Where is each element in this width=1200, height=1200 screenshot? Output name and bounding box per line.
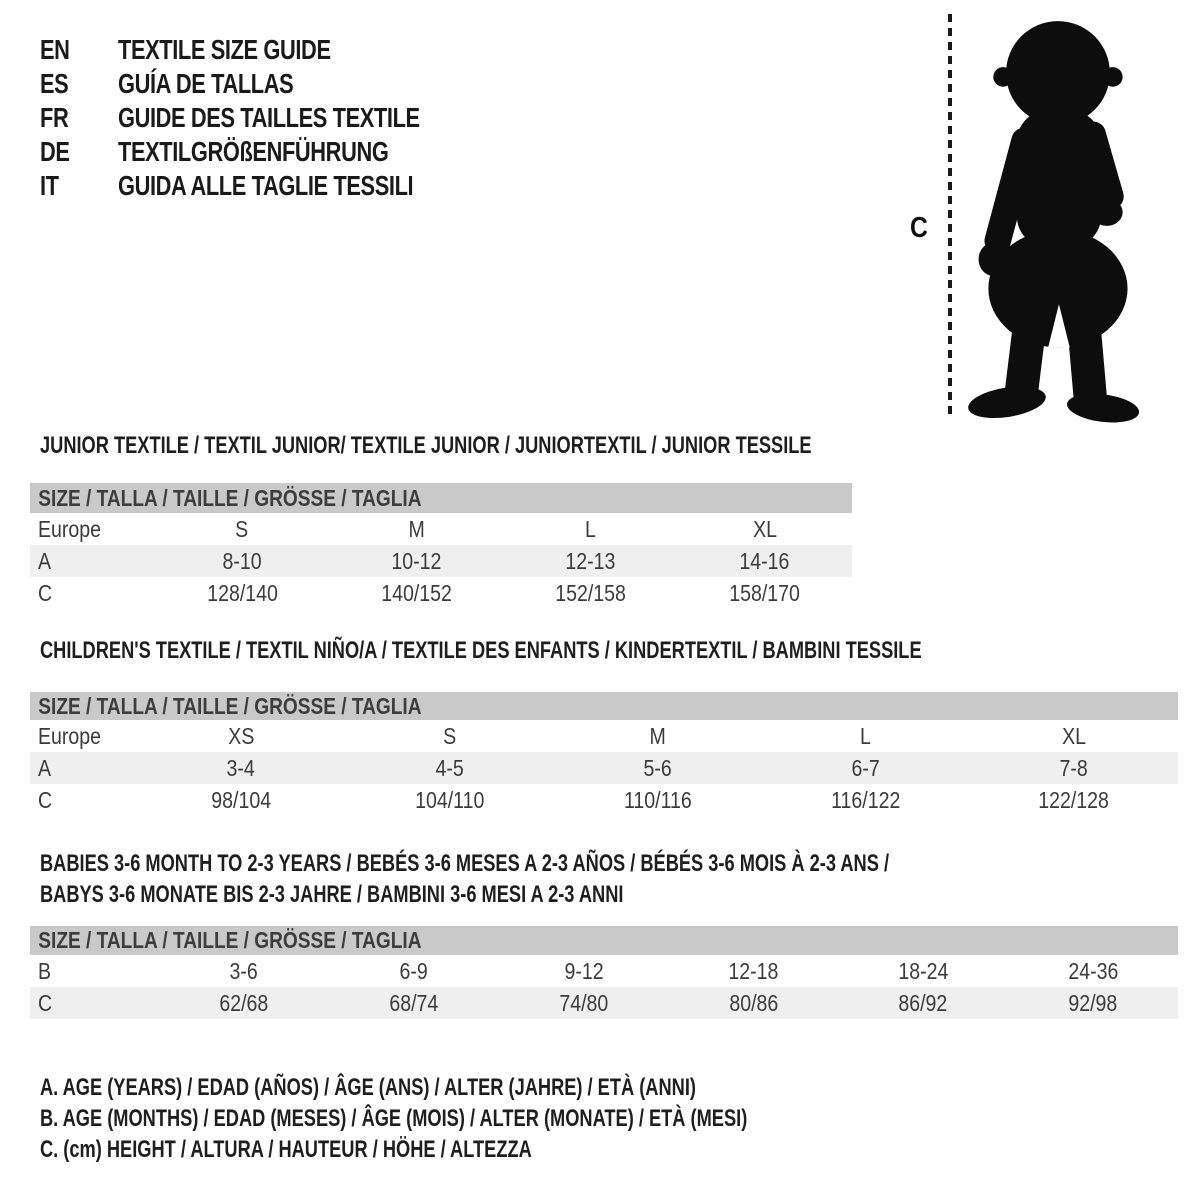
table-row [30,784,1178,816]
toddler-silhouette-icon [958,12,1154,430]
size-cell: M [649,722,666,749]
size-cell: 6-9 [399,957,428,984]
size-cell: 68/74 [389,989,439,1016]
language-row [40,135,420,169]
table-row [30,987,1178,1019]
size-cell: 6-7 [851,754,880,781]
size-cell: 3-6 [229,957,259,984]
size-cell: S [442,722,456,749]
size-cell: S [235,515,249,542]
language-row [40,67,420,101]
children-section-title: CHILDREN'S TEXTILE / TEXTIL NIÑO/A / TEXTILE DES ENFANTS / KINDERTEXTIL / BAMBINI TESSILE [40,637,922,664]
table-row [30,545,852,577]
legend [40,1072,971,1165]
babies-size-table [30,955,1178,1019]
legend-line [40,1072,971,1103]
children-size-table [30,720,1178,816]
size-cell: M [408,515,425,542]
size-cell: 4-5 [435,754,464,781]
size-cell: 98/104 [211,786,271,813]
legend-age-years: A. AGE (YEARS) / EDAD (AÑOS) / ÂGE (ANS) / ALTER (JAHRE) / ETÀ (ANNI) [40,1073,696,1101]
size-cell: 3-4 [226,754,256,781]
size-cell: 122/128 [1038,786,1110,813]
size-cell: 140/152 [381,579,452,606]
legend-line [40,1103,971,1134]
size-cell: 152/158 [555,579,626,606]
size-cell: L [585,515,597,542]
language-code: ES [40,68,69,99]
language-title-block [40,33,527,203]
language-row [40,33,420,67]
size-cell: 10-12 [391,547,442,574]
size-cell: XL [752,515,777,542]
size-cell: 158/170 [729,579,801,606]
table-row [30,720,1178,752]
size-cell: 86/92 [898,989,948,1016]
table-row [30,752,1178,784]
babies-size-header-bar [30,926,1178,955]
children-size-header-bar [30,692,1178,720]
junior-size-table [30,513,852,609]
size-cell: 9-12 [564,957,604,984]
size-bar-label: SIZE / TALLA / TAILLE / GRÖSSE / TAGLIA [38,692,422,719]
junior-size-header-bar [30,483,852,513]
row-label: B [38,957,52,984]
row-label: A [38,547,52,574]
size-cell: XL [1061,722,1086,749]
row-label: Europe [38,515,102,542]
size-cell: 110/116 [623,786,692,813]
row-label: A [38,754,52,781]
table-row [30,513,852,545]
legend-age-months: B. AGE (MONTHS) / EDAD (MESES) / ÂGE (MOIS) / ALTER (MONATE) / ETÀ (MESI) [40,1104,748,1132]
language-code: DE [40,136,70,167]
size-cell: 74/80 [559,989,609,1016]
table-row [30,955,1178,987]
size-cell: 128/140 [206,579,278,606]
size-cell: 12-13 [565,547,616,574]
guide-title: GUIDE DES TAILLES TEXTILE [118,102,420,133]
row-label: C [38,989,53,1016]
legend-height-cm: C. (cm) HEIGHT / ALTURA / HAUTEUR / HÖHE / ALTEZZA [40,1135,532,1163]
size-cell: 18-24 [898,957,949,984]
height-measure-dashed-line [948,14,952,416]
row-label: C [38,579,53,606]
junior-section-title: JUNIOR TEXTILE / TEXTIL JUNIOR/ TEXTILE JUNIOR / JUNIORTEXTIL / JUNIOR TESSILE [40,432,812,459]
size-cell: 8-10 [222,547,262,574]
row-label: Europe [38,722,102,749]
language-row [40,101,420,135]
language-code: FR [40,102,69,133]
size-bar-label: SIZE / TALLA / TAILLE / GRÖSSE / TAGLIA [38,927,422,953]
size-bar-label: SIZE / TALLA / TAILLE / GRÖSSE / TAGLIA [38,484,422,511]
guide-title: GUÍA DE TALLAS [118,68,294,99]
legend-line [40,1134,971,1165]
row-label: C [38,786,53,813]
size-cell: 5-6 [643,754,672,781]
size-cell: 116/122 [831,786,901,813]
size-cell: XS [228,722,255,749]
guide-title: GUIDA ALLE TAGLIE TESSILI [118,170,414,201]
language-code: IT [40,170,59,201]
size-cell: 104/110 [414,786,484,813]
size-cell: 92/98 [1068,989,1118,1016]
size-cell: 24-36 [1068,957,1119,984]
size-cell: 14-16 [739,547,790,574]
size-cell: 80/86 [728,989,778,1016]
size-cell: 7-8 [1059,754,1089,781]
language-code: EN [40,34,70,65]
babies-section-title-line1: BABIES 3-6 MONTH TO 2-3 YEARS / BEBÉS 3-6 MESES A 2-3 AÑOS / BÉBÉS 3-6 MOIS À 2-3 ANS / [40,850,890,877]
guide-title: TEXTILE SIZE GUIDE [118,34,331,65]
size-cell: L [860,722,872,749]
size-cell: 62/68 [219,989,269,1016]
height-measure-label: C [910,212,928,244]
table-row [30,577,852,609]
language-row [40,169,420,203]
guide-title: TEXTILGRÖßENFÜHRUNG [118,136,389,167]
size-cell: 12-18 [728,957,779,984]
babies-section-title-line2: BABYS 3-6 MONATE BIS 2-3 JAHRE / BAMBINI 3-6 MESI A 2-3 ANNI [40,881,624,908]
